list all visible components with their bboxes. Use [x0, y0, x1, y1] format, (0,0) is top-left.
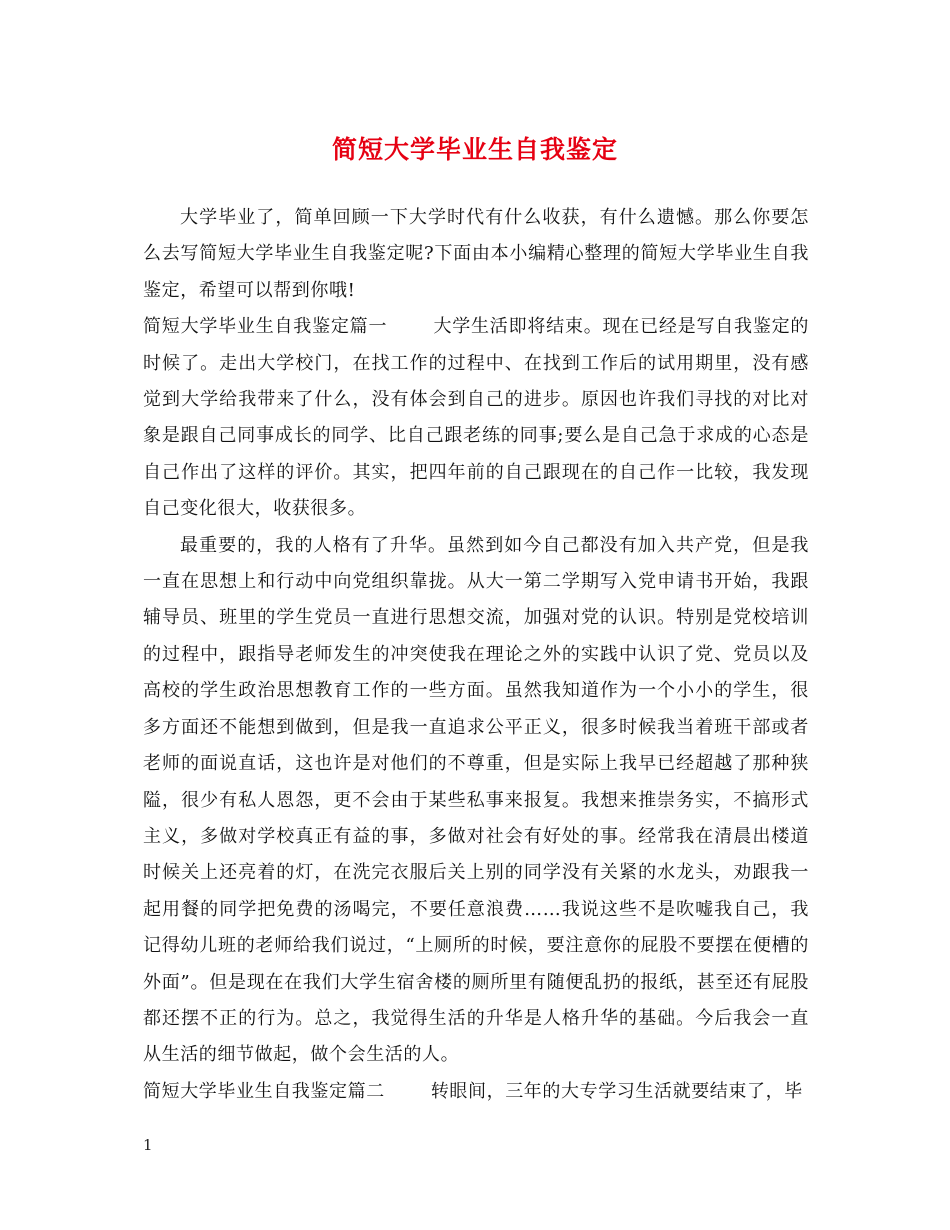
intro-paragraph: 大学毕业了，简单回顾一下大学时代有什么收获，有什么遗憾。那么你要怎么去写简短大学毕业生自我鉴定呢?下面由本小编精心整理的简短大学毕业生自我鉴定，希望可以帮到你哦!	[143, 207, 809, 301]
personality-paragraph: 最重要的，我的人格有了升华。虽然到如今自己都没有加入共产党，但是我一直在思想上和行动中向党组织靠拢。从大一第二学期写入党申请书开始，我跟辅导员、班里的学生党员一直进行思想交流，加强对党的认识。特别是党校培训的过程中，跟指导老师发生的冲突使我在理论之外的实践中认识了党、党员以及高校的学生政治思想教育工作的一些方面。虽然我知道作为一个小小的学生，很多方面还不能想到做到，但是我一直追求公平正义，很多时候我当着班干部或者老师的面说直话，这也许是对他们的不尊重，但是实际上我早已经超越了那种狭隘，很少有私人恩怨，更不会由于某些私事来报复。我想来推崇务实，不搞形式主义，多做对学校真正有益的事，多做对社会有好处的事。经常我在清晨出楼道时候关上还亮着的灯，在洗完衣服后关上别的同学没有关紧的水龙头，劝跟我一起用餐的同学把免费的汤喝完，不要任意浪费……我说这些不是吹嘘我自己，我记得幼儿班的老师给我们说过，“上厕所的时候，要注意你的屁股不要摆在便槽的外面”。但是现在在我们大学生宿舍楼的厕所里有随便乱扔的报纸，甚至还有屁股都还摆不正的行为。总之，我觉得生活的升华是人格升华的基础。今后我会一直从生活的细节做起，做个会生活的人。	[143, 534, 809, 1066]
document-title: 简短大学毕业生自我鉴定	[331, 135, 618, 164]
section-one-paragraph	[143, 309, 809, 527]
section-two-heading: 简短大学毕业生自我鉴定篇二	[143, 1080, 385, 1102]
section-two-text: 转眼间，三年的大专学习生活就要结束了，毕	[430, 1080, 803, 1102]
page-number: 1	[143, 1136, 153, 1154]
document-body	[143, 200, 809, 1110]
section-one-text: 大学生活即将结束。现在已经是写自我鉴定的时候了。走出大学校门，在找工作的过程中、在找到工作后的试用期里，没有感觉到大学给我带来了什么，没有体会到自己的进步。原因也许我们寻找的对比对象是跟自己同事成长的同学、比自己跟老练的同事;要么是自己急于求成的心态是自己作出了这样的评价。其实，把四年前的自己跟现在的自己作一比较，我发现自己变化很大，收获很多。	[143, 316, 809, 520]
section-two-paragraph	[143, 1074, 809, 1110]
section-one-heading: 简短大学毕业生自我鉴定篇一	[143, 316, 388, 338]
